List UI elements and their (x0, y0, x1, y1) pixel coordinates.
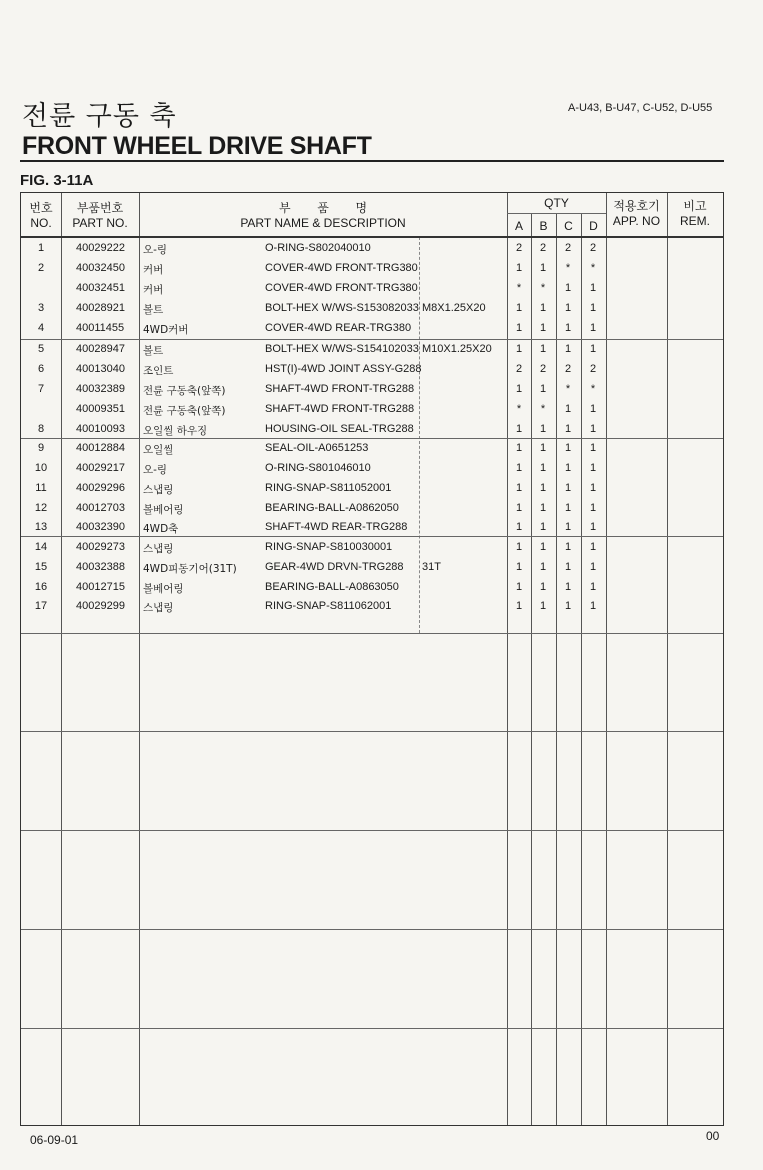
qty-a: 2 (515, 363, 523, 375)
qty-c: 1 (564, 442, 572, 454)
part-description: HOUSING-OIL SEAL-TRG288 (265, 423, 414, 435)
page-title: FRONT WHEEL DRIVE SHAFT (22, 132, 372, 160)
part-number: 40028921 (76, 302, 125, 314)
revision-date: 06-09-01 (30, 1133, 79, 1147)
part-name-korean: 볼트 (143, 304, 164, 316)
qty-d: 2 (589, 363, 597, 375)
part-description: BOLT-HEX W/WS-S153082033 (265, 302, 419, 314)
table-row (21, 420, 723, 440)
qty-b: 1 (539, 322, 547, 334)
qty-c: 2 (564, 363, 572, 375)
qty-a: 1 (515, 302, 523, 314)
part-description: BEARING-BALL-A0863050 (265, 581, 399, 593)
qty-b: * (540, 282, 546, 294)
qty-b: 1 (539, 561, 547, 573)
item-no: 16 (34, 581, 48, 593)
figure-label: FIG. 3-11A (20, 172, 94, 189)
part-number: 40028947 (76, 343, 125, 355)
item-no: 2 (37, 262, 45, 274)
part-spec: 31T (422, 561, 441, 573)
item-no: 5 (37, 343, 45, 355)
table-row (21, 459, 723, 479)
table-row (21, 279, 723, 299)
part-name-korean: 커버 (143, 264, 164, 276)
header-part-no (61, 201, 139, 231)
item-no: 7 (37, 383, 45, 395)
part-number: 40032390 (76, 521, 125, 533)
qty-b: * (540, 403, 546, 415)
part-name-korean: 전륜 구동축(앞쪽) (143, 405, 226, 417)
part-description: SHAFT-4WD FRONT-TRG288 (265, 403, 415, 415)
part-number: 40010093 (76, 423, 125, 435)
qty-a: 1 (515, 521, 523, 533)
qty-a: * (516, 403, 522, 415)
table-row (21, 518, 723, 538)
qty-a: 1 (515, 600, 523, 612)
header-app-no (606, 199, 667, 229)
part-description: SEAL-OIL-A0651253 (265, 442, 369, 454)
part-number: 40012715 (76, 581, 125, 593)
part-name-korean: 스냅링 (143, 543, 174, 555)
qty-b: 2 (539, 363, 547, 375)
part-description: O-RING-S801046010 (265, 462, 371, 474)
header-part-no-ko: 부품번호 (76, 201, 124, 215)
group-divider (21, 731, 723, 732)
qty-b: 2 (539, 242, 547, 254)
part-description: COVER-4WD REAR-TRG380 (265, 322, 412, 334)
qty-a: 1 (515, 482, 523, 494)
qty-c: 1 (564, 541, 572, 553)
qty-c: 1 (564, 521, 572, 533)
qty-c: 1 (564, 581, 572, 593)
part-description: BEARING-BALL-A0862050 (265, 502, 399, 514)
header-divider (21, 236, 723, 238)
qty-d: 1 (589, 462, 597, 474)
header-qty: QTY (544, 196, 569, 210)
part-name-korean: 오-링 (143, 464, 168, 476)
qty-c: 1 (564, 282, 572, 294)
qty-a: 1 (515, 423, 523, 435)
qty-c: * (565, 262, 571, 274)
qty-a: 1 (515, 462, 523, 474)
part-number: 40012703 (76, 502, 125, 514)
qty-b: 1 (539, 442, 547, 454)
item-no: 10 (34, 462, 48, 474)
part-number: 40009351 (76, 403, 125, 415)
header-remarks-ko: 비고 (683, 199, 707, 213)
qty-a: 2 (515, 242, 523, 254)
group-divider (21, 633, 723, 634)
qty-a: 1 (515, 581, 523, 593)
header-remarks-en: REM. (680, 214, 710, 228)
qty-b: 1 (539, 262, 547, 274)
part-name-korean: 4WD커버 (143, 324, 189, 336)
qty-b: 1 (539, 462, 547, 474)
part-number: 40029299 (76, 600, 125, 612)
page-title-korean: 전륜 구동 축 (22, 101, 177, 132)
qty-c: 1 (564, 403, 572, 415)
part-name-korean: 오-링 (143, 244, 168, 256)
group-divider (21, 1028, 723, 1029)
model-list: A-U43, B-U47, C-U52, D-U55 (568, 102, 713, 114)
qty-d: 1 (589, 442, 597, 454)
qty-a: 1 (515, 561, 523, 573)
part-name-korean: 볼베어링 (143, 583, 184, 595)
qty-d: 1 (589, 581, 597, 593)
part-number: 40029296 (76, 482, 125, 494)
part-name-korean: 4WD축 (143, 523, 179, 535)
qty-d: 1 (589, 600, 597, 612)
part-name-korean: 볼베어링 (143, 504, 184, 516)
qty-b: 1 (539, 600, 547, 612)
table-row (21, 259, 723, 279)
qty-c: 1 (564, 600, 572, 612)
table-row (21, 380, 723, 400)
part-number: 40032450 (76, 262, 125, 274)
part-name-korean: 4WD피동기어(31T) (143, 563, 237, 575)
qty-d: 1 (589, 521, 597, 533)
part-name-korean: 볼트 (143, 345, 164, 357)
table-row (21, 499, 723, 519)
table-row (21, 439, 723, 459)
part-description: RING-SNAP-S811052001 (265, 482, 392, 494)
qty-b: 1 (539, 343, 547, 355)
part-description: HST(I)-4WD JOINT ASSY-G288 (265, 363, 422, 375)
part-number: 40012884 (76, 442, 125, 454)
header-part-no-en: PART NO. (72, 216, 128, 230)
qty-c: 1 (564, 302, 572, 314)
qty-b: 1 (539, 581, 547, 593)
qty-d: * (590, 262, 596, 274)
header-remarks (667, 199, 723, 229)
table-row (21, 558, 723, 578)
item-no: 3 (37, 302, 45, 314)
table-row (21, 239, 723, 259)
part-name-korean: 커버 (143, 284, 164, 296)
qty-b: 1 (539, 482, 547, 494)
qty-d: * (590, 383, 596, 395)
table-row (21, 400, 723, 420)
title-underline (20, 160, 724, 162)
header-description-ko: 부 품 명 (278, 201, 368, 215)
header-no-en: NO. (30, 216, 52, 230)
header-description-en: PART NAME & DESCRIPTION (240, 216, 406, 230)
qty-d: 1 (589, 282, 597, 294)
item-no: 12 (34, 502, 48, 514)
item-no: 9 (37, 442, 45, 454)
table-row (21, 597, 723, 617)
item-no: 8 (37, 423, 45, 435)
qty-c: 1 (564, 502, 572, 514)
header-description (139, 201, 507, 231)
part-number: 40032451 (76, 282, 125, 294)
header-qty-b: B (539, 219, 548, 233)
qty-d: 1 (589, 423, 597, 435)
qty-a: 1 (515, 383, 523, 395)
part-name-korean: 오일씰 (143, 444, 174, 456)
item-no: 14 (34, 541, 48, 553)
part-number: 40032388 (76, 561, 125, 573)
item-no: 11 (35, 482, 47, 494)
group-divider (21, 929, 723, 930)
qty-d: 2 (589, 242, 597, 254)
item-no: 6 (37, 363, 45, 375)
qty-d: 1 (589, 322, 597, 334)
qty-divider (507, 213, 606, 214)
part-description: O-RING-S802040010 (265, 242, 371, 254)
qty-b: 1 (539, 423, 547, 435)
table-row (21, 578, 723, 598)
item-no: 13 (34, 521, 48, 533)
table-row (21, 299, 723, 319)
table-row (21, 319, 723, 339)
table-row (21, 340, 723, 360)
part-name-korean: 조인트 (143, 365, 174, 377)
qty-d: 1 (589, 302, 597, 314)
part-spec: M8X1.25X20 (422, 302, 486, 314)
qty-a: 1 (515, 541, 523, 553)
qty-a: 1 (515, 343, 523, 355)
qty-b: 1 (539, 302, 547, 314)
part-description: BOLT-HEX W/WS-S154102033 (265, 343, 419, 355)
part-name-korean: 스냅링 (143, 602, 174, 614)
part-description: SHAFT-4WD FRONT-TRG288 (265, 383, 415, 395)
table-row (21, 538, 723, 558)
part-description: SHAFT-4WD REAR-TRG288 (265, 521, 408, 533)
header-qty-d: D (589, 219, 598, 233)
qty-d: 1 (589, 561, 597, 573)
qty-d: 1 (589, 502, 597, 514)
header-qty-c: C (564, 219, 573, 233)
parts-table (20, 192, 724, 1126)
qty-d: 1 (589, 343, 597, 355)
table-row (21, 360, 723, 380)
qty-a: 1 (515, 262, 523, 274)
item-no: 4 (37, 322, 45, 334)
qty-a: 1 (515, 322, 523, 334)
part-number: 40029217 (76, 462, 125, 474)
part-number: 40029273 (76, 541, 125, 553)
qty-c: * (565, 383, 571, 395)
part-name-korean: 전륜 구동축(앞쪽) (143, 385, 226, 397)
part-name-korean: 오일씰 하우징 (143, 425, 208, 437)
qty-b: 1 (539, 541, 547, 553)
item-no: 15 (34, 561, 48, 573)
header-no-ko: 번호 (29, 201, 53, 215)
part-description: COVER-4WD FRONT-TRG380 (265, 262, 418, 274)
group-divider (21, 830, 723, 831)
qty-c: 1 (564, 322, 572, 334)
header-app-no-ko: 적용호기 (613, 199, 660, 213)
header-no (21, 201, 61, 231)
qty-d: 1 (589, 482, 597, 494)
part-description: RING-SNAP-S811062001 (265, 600, 392, 612)
item-no: 17 (34, 600, 48, 612)
qty-a: 1 (515, 442, 523, 454)
qty-c: 1 (564, 462, 572, 474)
part-description: GEAR-4WD DRVN-TRG288 (265, 561, 404, 573)
qty-a: * (516, 282, 522, 294)
qty-b: 1 (539, 383, 547, 395)
header-app-no-en: APP. NO (612, 214, 661, 228)
qty-c: 1 (564, 482, 572, 494)
item-no: 1 (37, 242, 45, 254)
qty-b: 1 (539, 521, 547, 533)
part-name-korean: 스냅링 (143, 484, 174, 496)
qty-d: 1 (589, 403, 597, 415)
part-spec: M10X1.25X20 (422, 343, 492, 355)
table-row (21, 479, 723, 499)
page-number: 00 (706, 1129, 720, 1143)
part-number: 40032389 (76, 383, 125, 395)
part-description: COVER-4WD FRONT-TRG380 (265, 282, 418, 294)
qty-b: 1 (539, 502, 547, 514)
qty-c: 1 (564, 343, 572, 355)
qty-a: 1 (515, 502, 523, 514)
qty-c: 1 (564, 423, 572, 435)
qty-c: 2 (564, 242, 572, 254)
part-number: 40029222 (76, 242, 125, 254)
qty-d: 1 (589, 541, 597, 553)
part-description: RING-SNAP-S810030001 (265, 541, 393, 553)
qty-c: 1 (564, 561, 572, 573)
part-number: 40013040 (76, 363, 125, 375)
header-qty-a: A (514, 219, 523, 233)
part-number: 40011455 (76, 322, 125, 334)
